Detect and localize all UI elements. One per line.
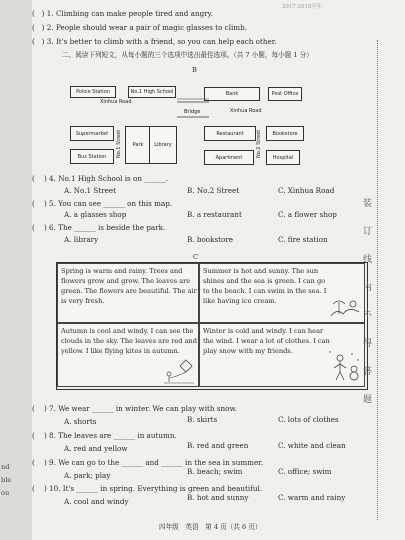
- question-6: ( ) 6. The ______ is beside the park.: [32, 223, 166, 232]
- exam-sheet: [32, 0, 405, 540]
- autumn-cell: Autumn is cool and windy. I can see the clouds in the sky. The leaves are red and yellow. I like flying kites in autumn.: [57, 323, 199, 387]
- map-bookstore: Bookstore: [266, 126, 304, 141]
- map-police-station: Police Station: [70, 86, 116, 98]
- q5-option-c: C. a flower shop: [278, 210, 337, 219]
- q7-option-c: C. lots of clothes: [278, 415, 339, 424]
- winter-cell: Winter is cold and windy. I can hear the wind. I wear a lot of clothes. I can play snow with my friends.: [199, 323, 365, 387]
- map-high-school: No.1 High School: [128, 86, 176, 98]
- section-heading: 二、阅读下列短文，从每小题的三个选项中选出最佳选项。（共 7 小题，每小题 1 分）: [62, 51, 313, 59]
- q10-option-b: B. hot and sunny: [187, 493, 249, 502]
- no2-street: No.2 Street: [256, 129, 262, 158]
- binding-char-2: 订: [363, 227, 373, 237]
- q9-option-c: C. office; swim: [278, 467, 332, 476]
- q7-option-a: A. shorts: [64, 417, 97, 426]
- question-1: ( ) 1. Climbing can make people tired and angry.: [32, 9, 214, 18]
- binding-dots: [377, 40, 378, 520]
- binding-char-6: 得: [363, 339, 373, 349]
- q4-option-c: C. Xinhua Road: [278, 186, 335, 195]
- map-park: Park: [125, 126, 151, 164]
- page-footer: 四年级 英语 第 4 页（共 6 页）: [159, 523, 262, 531]
- q9-option-b: B. beach; swim: [187, 467, 243, 476]
- xinhua-road-top: Xinhua Road: [100, 99, 132, 105]
- map-bank: Bank: [204, 87, 260, 101]
- map-restaurant: Restaurant: [204, 126, 256, 141]
- q5-option-a: A. a glasses shop: [64, 210, 127, 219]
- q9-option-a: A. park; play: [64, 471, 111, 480]
- question-5: ( ) 5. You can see ______ on this map.: [32, 199, 173, 208]
- binding-char-4: 内: [363, 283, 373, 293]
- xinhua-road-right: Xinhua Road: [230, 108, 262, 114]
- summer-beach-illustration: [329, 298, 361, 320]
- map-hospital: Hospital: [266, 150, 300, 165]
- q7-option-b: B. skirts: [187, 415, 218, 424]
- q4-option-b: B. No.2 Street: [187, 186, 240, 195]
- corner-title: 2017-2018学年: [282, 4, 323, 10]
- margin-text-3: ou: [1, 489, 10, 497]
- no1-street: No.1 Street: [116, 129, 122, 158]
- q6-option-a: A. library: [64, 235, 99, 244]
- binding-char-3: 线: [363, 255, 373, 265]
- binding-char-8: 题: [363, 395, 373, 405]
- question-4: ( ) 4. No.1 High School is on ______.: [32, 174, 169, 183]
- seasons-label: C: [193, 253, 199, 261]
- map-label: B: [192, 66, 197, 74]
- question-8: ( ) 8. The leaves are ______ in autumn.: [32, 431, 177, 440]
- summer-cell: Summer is hot and sunny. The sun shines and the sea is green. I can go to the beach. I can swim in the sea. I like having ice cream.: [199, 263, 365, 323]
- map-library: Library: [149, 126, 177, 164]
- q8-option-c: C. white and clean: [278, 441, 346, 450]
- q5-option-b: B. a restaurant: [187, 210, 242, 219]
- question-3: ( ) 3. It's better to climb with a friend, so you can help each other.: [32, 37, 277, 46]
- winter-snow-illustration: [326, 348, 362, 384]
- q10-option-c: C. warm and rainy: [278, 493, 346, 502]
- binding-char-7: 答: [363, 367, 373, 377]
- q8-option-a: A. red and yellow: [64, 444, 128, 453]
- spring-cell: Spring is warm and rainy. Trees and flowers grow and grow. The leaves are green. The flowers are beautiful. The air is very fresh.: [57, 263, 199, 323]
- autumn-kite-illustration: [162, 358, 196, 384]
- question-7: ( ) 7. We wear ______ in winter. We can play with snow.: [32, 404, 238, 413]
- q4-option-a: A. No.1 Street: [64, 186, 117, 195]
- binding-char-5: 不: [363, 311, 373, 321]
- bridge-label: Bridge: [184, 109, 201, 115]
- map-bus-station: Bus Station: [70, 149, 114, 164]
- question-9: ( ) 9. We can go to the ______ and ______ in the sea in summer.: [32, 458, 264, 467]
- map-apartment: Apartment: [204, 150, 254, 165]
- margin-text-1: nd: [1, 463, 10, 471]
- map-supermarket: Supermarket: [70, 126, 114, 141]
- q6-option-b: B. bookstore: [187, 235, 234, 244]
- map-post-office: Post Office: [268, 87, 302, 101]
- q10-option-a: A. cool and windy: [64, 497, 129, 506]
- q6-option-c: C. fire station: [278, 235, 328, 244]
- question-2: ( ) 2. People should wear a pair of magic glasses to climb.: [32, 23, 248, 32]
- binding-char-1: 装: [363, 199, 373, 209]
- bridge-icon: [175, 97, 211, 121]
- question-10: ( ) 10. It's ______ in spring. Everything is green and beautiful.: [32, 484, 263, 493]
- margin-text-2: ble: [1, 476, 12, 484]
- q8-option-b: B. red and green: [187, 441, 249, 450]
